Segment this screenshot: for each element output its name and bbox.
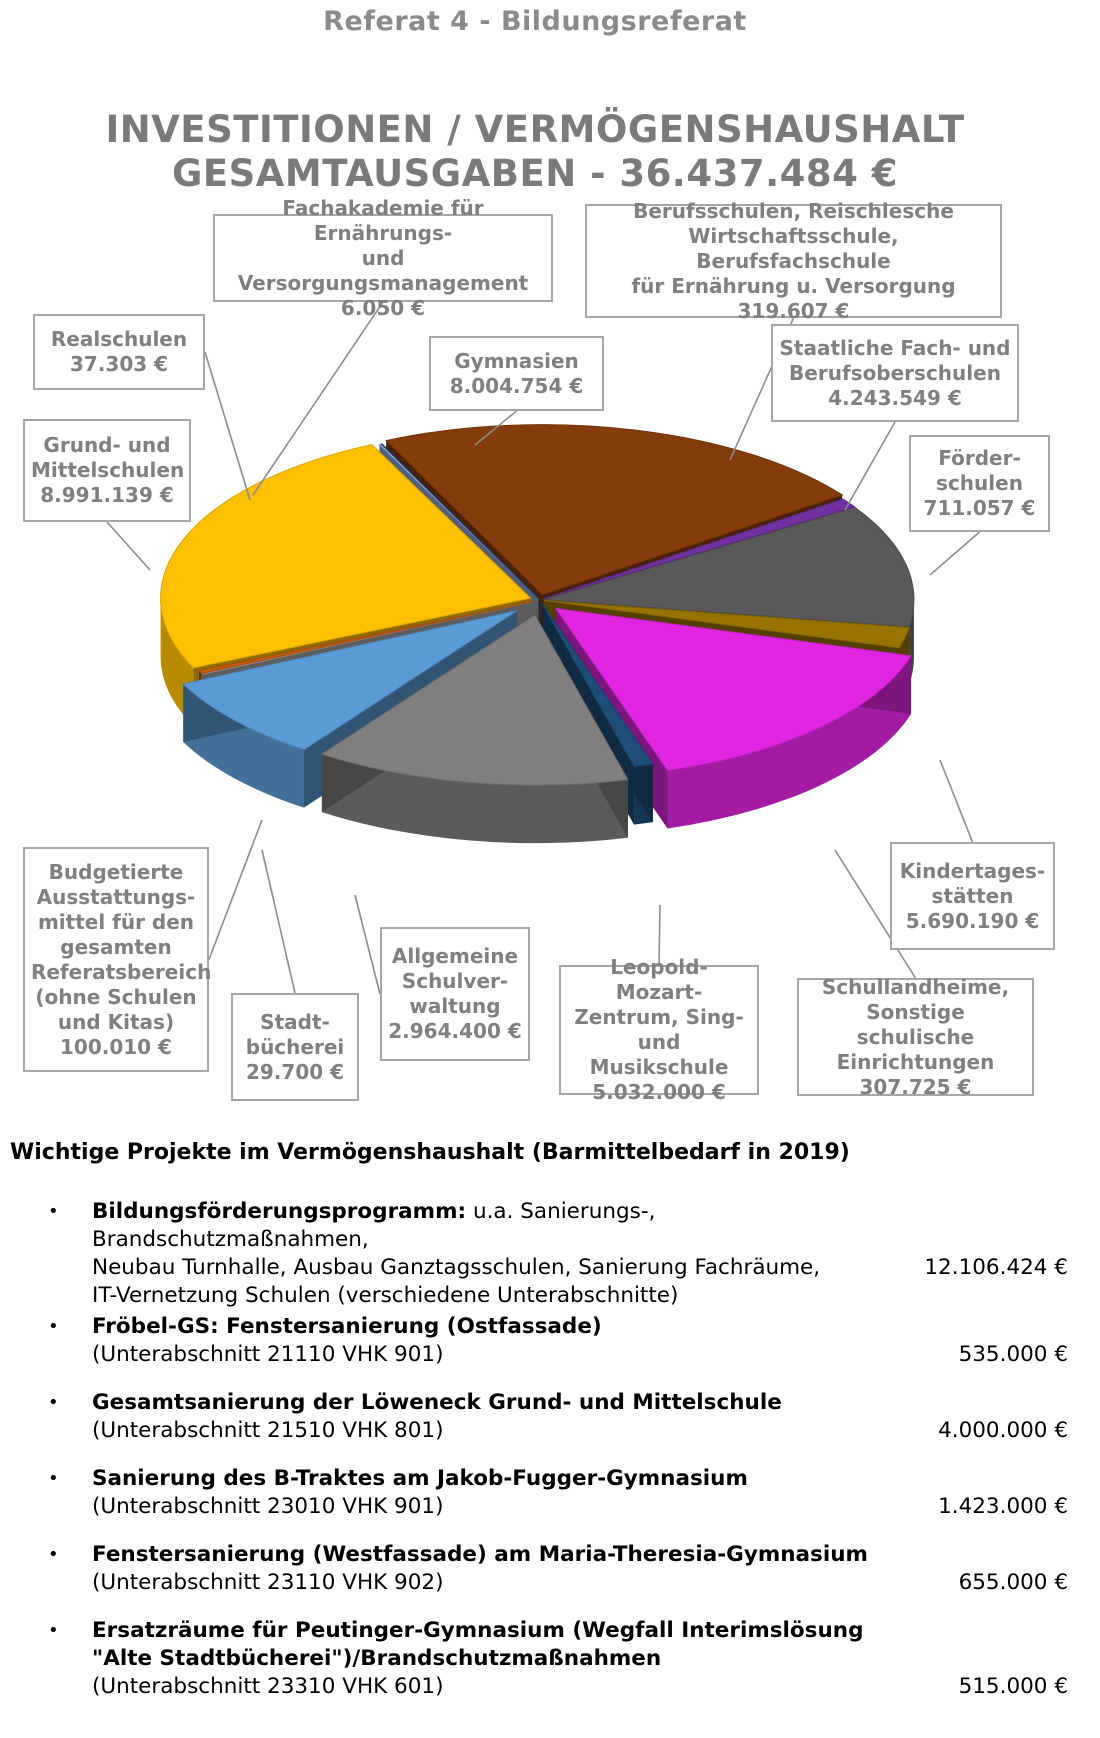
leader-line-fos [845,422,895,510]
bullet-icon: • [48,1544,59,1565]
slice-label-fos [771,324,1019,422]
leader-line-real [205,352,250,500]
project-title: Gesamtsanierung der Löweneck Grund- und Mittelschule [92,1390,782,1415]
chart-title: INVESTITIONEN / VERMÖGENSHAUSHALT [105,108,965,151]
bullet-icon: • [48,1316,59,1337]
slice-label-line: Zentrum, Sing- [574,1005,744,1029]
slice-label-line: stätten [931,883,1014,908]
project-line: (Unterabschnitt 21510 VHK 801) [92,1418,444,1443]
project-amount: 655.000 € [958,1570,1068,1595]
slice-label-line: und Kitas) [57,1009,175,1034]
slice-label-line: schulen [936,471,1023,495]
slice-label-line: Sonstige schulische [856,999,975,1049]
project-item [48,1465,1068,1521]
projects-title: Wichtige Projekte im Vermögenshaushalt (Barmittelbedarf in 2019) [10,1140,850,1165]
project-title: Ersatzräume für Peutinger-Gymnasium (Wegfall Interimslösung [92,1618,864,1643]
slice-label-line: Schulver- [401,969,509,993]
slice-label-line: Fachakademie für Ernährungs- [282,195,484,245]
slice-label-line: Referatsbereich [31,959,212,984]
slice-label-line: 29.700 € [245,1059,345,1084]
project-amount: 515.000 € [958,1674,1068,1699]
slice-label-line: Berufsoberschulen [789,360,1001,385]
project-text [92,1541,912,1597]
slice-label-line: und Versorgungsmanagement [237,245,529,295]
project-line: "Alte Stadtbücherei")/Brandschutzmaßnahmen [92,1646,662,1671]
project-text [92,1465,912,1521]
slice-label-line: 8.004.754 € [449,373,584,398]
project-amount: 4.000.000 € [938,1418,1068,1443]
leader-line-kita [940,760,973,842]
slice-label-line: Förder- [938,446,1021,470]
slice-label-schulverwaltung [380,927,530,1061]
project-amount: 535.000 € [958,1342,1068,1367]
slice-label-line: Gymnasien [454,348,579,373]
project-line: (Unterabschnitt 21110 VHK 901) [92,1342,444,1367]
project-text [92,1313,912,1369]
slice-label-line: 711.057 € [923,496,1036,520]
slice-label-line: 5.032.000 € [592,1080,726,1104]
slice-label-line: 4.243.549 € [828,385,962,410]
project-amount: 1.423.000 € [938,1494,1068,1519]
leader-line-buecherei [262,850,295,993]
project-item [48,1541,1068,1597]
slice-label-line: Wirtschaftsschule, Berufsfachschule [688,223,899,273]
slice-label-line: Schullandheime, [821,974,1010,999]
page-header: Referat 4 - Bildungsreferat [323,6,747,37]
slice-label-line: 307.725 € [859,1074,972,1099]
slice-label-grund [23,419,191,522]
slice-label-line: Mittelschulen [31,458,185,482]
slice-label-line: Berufsschulen, Reischlesche [633,198,954,223]
slice-label-line: Budgetierte [48,859,184,884]
slice-label-budget [23,847,212,1072]
slice-label-buecherei [231,993,359,1101]
leader-line-grund [107,522,150,570]
project-line: Neubau Turnhalle, Ausbau Ganztagsschulen, Sanierung Fachräume, [92,1255,821,1280]
project-amount: 12.106.424 € [924,1255,1068,1280]
bullet-icon: • [48,1468,59,1489]
slice-label-line: bücherei [245,1034,345,1059]
slice-label-line: und Musikschule [589,1030,729,1079]
project-title: Bildungsförderungsprogramm: [92,1199,467,1224]
project-line: IT-Vernetzung Schulen (verschiedene Unterabschnitte) [92,1283,679,1308]
leader-line-foerder [930,532,980,575]
slice-label-line: Stadt- [260,1009,330,1034]
slice-label-line: (ohne Schulen [35,984,197,1009]
leader-line-budget [209,820,262,960]
slice-label-line: gesamten [60,934,172,959]
project-text [92,1198,912,1310]
slice-label-mozart [559,955,759,1104]
slice-label-line: 2.964.400 € [388,1019,522,1043]
slice-label-line: Allgemeine [391,944,519,968]
project-text [92,1389,912,1445]
slice-label-line: waltung [409,994,501,1018]
slice-label-line: 5.690.190 € [905,908,1040,933]
bullet-icon: • [48,1201,59,1222]
slice-label-line: 100.010 € [60,1034,172,1059]
project-line: (Unterabschnitt 23110 VHK 902) [92,1570,444,1595]
project-item [48,1617,1068,1701]
project-item [48,1389,1068,1445]
project-line: (Unterabschnitt 23010 VHK 901) [92,1494,444,1519]
bullet-icon: • [48,1620,59,1641]
slice-label-berufsschulen [585,198,1002,323]
bullet-icon: • [48,1392,59,1413]
slice-label-line: 6.050 € [340,295,426,320]
project-item [48,1313,1068,1369]
leader-line-schulverwaltung [355,895,380,994]
slice-label-line: für Ernährung u. Versorgung [631,273,956,298]
slice-label-kita [890,842,1055,950]
project-line: (Unterabschnitt 23310 VHK 601) [92,1674,444,1699]
slice-label-schullandheime [797,974,1034,1099]
slice-label-line: Ausstattungs- [36,884,196,909]
project-title: Fröbel-GS: Fenstersanierung (Ostfassade) [92,1314,602,1339]
slice-label-line: 8.991.139 € [40,483,174,507]
chart-subtitle: GESAMTAUSGABEN - 36.437.484 € [171,152,899,195]
project-text [92,1617,912,1701]
project-title: Sanierung des B-Traktes am Jakob-Fugger-Gymnasium [92,1466,748,1491]
slice-label-line: 319.607 € [737,298,850,323]
slice-label-line: 37.303 € [69,352,169,376]
slice-label-line: Staatliche Fach- und [779,335,1011,360]
project-item [48,1198,1068,1308]
slice-label-line: Einrichtungen [836,1049,995,1074]
slice-label-gymnasien [429,336,604,411]
project-line: u.a. Sanierungs-, Brandschutzmaßnahmen, [92,1199,656,1252]
slice-label-line: Grund- und [43,433,171,457]
slice-label-real [33,314,205,390]
slice-label-line: mittel für den [37,909,195,934]
slice-label-foerder [909,435,1050,532]
slice-label-line: Kindertages- [899,858,1046,883]
project-title: Fenstersanierung (Westfassade) am Maria-Theresia-Gymnasium [92,1542,868,1567]
slice-label-line: Leopold-Mozart- [610,955,708,1004]
slice-label-fachakademie [213,195,553,320]
slice-label-line: Realschulen [50,327,188,351]
